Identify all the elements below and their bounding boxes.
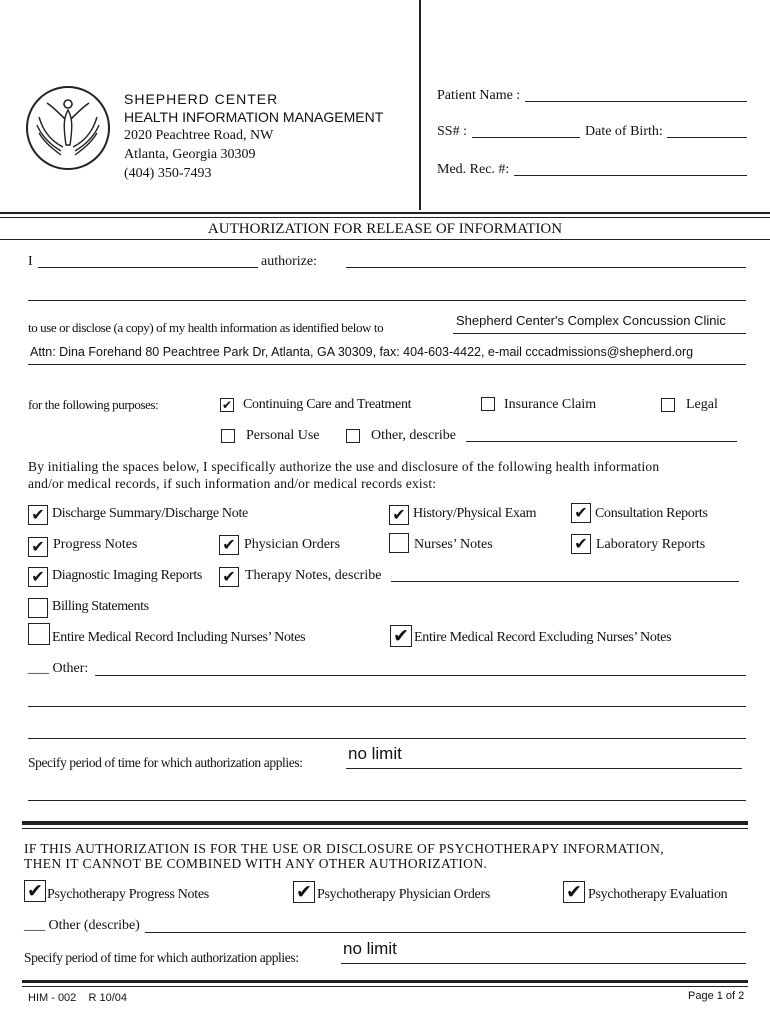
record-label-physician-orders: Physician Orders — [244, 537, 341, 552]
recipient-address-value: Attn: Dina Forehand 80 Peachtree Park Dr, Atlanta, GA 30309, fax: 404-603-4422, e-mail cccadmissions@shepherd.org — [30, 345, 694, 359]
psycho-checkbox-progress-notes[interactable] — [24, 880, 46, 902]
therapy-notes-field[interactable] — [391, 581, 739, 582]
psycho-rule-top-thin — [22, 828, 748, 829]
shepherd-center-logo-icon — [25, 85, 111, 171]
record-label-laboratory: Laboratory Reports — [596, 537, 706, 552]
check-icon: ✔ — [31, 537, 45, 556]
other-records-field-line-3[interactable] — [28, 738, 746, 739]
record-checkbox-entire-excluding[interactable] — [390, 625, 412, 647]
record-label-history-physical: History/Physical Exam — [413, 506, 537, 521]
org-name: SHEPHERD CENTER — [124, 91, 279, 107]
purpose-label-other: Other, describe — [371, 428, 456, 443]
period-label: Specify period of time for which authorization applies: — [28, 755, 303, 770]
purposes-label: for the following purposes: — [28, 397, 159, 412]
psycho-heading-line-2: THEN IT CANNOT BE COMBINED WITH ANY OTHER AUTHORIZATION. — [24, 856, 488, 871]
med-rec-field[interactable] — [514, 175, 747, 176]
record-checkbox-discharge-summary[interactable] — [28, 505, 48, 525]
patient-name-label: Patient Name : — [437, 88, 521, 103]
check-icon: ✔ — [393, 625, 409, 647]
purpose-label-personal-use: Personal Use — [246, 428, 320, 443]
record-label-therapy-notes: Therapy Notes, describe — [245, 568, 382, 583]
header-rule-bottom — [0, 217, 770, 218]
psycho-checkbox-evaluation[interactable] — [563, 881, 585, 903]
purpose-label-legal: Legal — [686, 397, 718, 412]
phone-number: (404) 350-7493 — [124, 166, 212, 181]
psycho-label-progress-notes: Psychotherapy Progress Notes — [47, 887, 209, 902]
med-rec-label: Med. Rec. #: — [437, 162, 510, 177]
street-address: 2020 Peachtree Road, NW — [124, 128, 274, 143]
record-label-nurses-notes: Nurses’ Notes — [414, 537, 493, 552]
other-records-field-line-2[interactable] — [28, 706, 746, 707]
psycho-checkbox-physician-orders[interactable] — [293, 881, 315, 903]
record-label-entire-including: Entire Medical Record Including Nurses’ Notes — [52, 630, 306, 645]
check-icon: ✔ — [31, 505, 45, 524]
record-checkbox-nurses-notes[interactable] — [389, 533, 409, 553]
i-label: I — [28, 254, 33, 269]
psycho-label-evaluation: Psychotherapy Evaluation — [588, 887, 728, 902]
record-checkbox-therapy-notes[interactable] — [219, 567, 239, 587]
psycho-period-label: Specify period of time for which authorization applies: — [24, 950, 299, 965]
record-checkbox-history-physical[interactable] — [389, 505, 409, 525]
record-checkbox-billing[interactable] — [28, 598, 48, 618]
check-icon: ✔ — [392, 505, 406, 524]
page-number: Page 1 of 2 — [688, 990, 745, 1002]
title-rule — [0, 239, 770, 240]
footer-rule-thin — [22, 986, 748, 987]
period-value: no limit — [348, 744, 402, 763]
other-records-label: ___ Other: — [28, 661, 89, 676]
period-field[interactable] — [346, 768, 742, 769]
patient-authorizer-field[interactable] — [38, 267, 258, 268]
provider-field-line-2[interactable] — [28, 300, 746, 301]
record-checkbox-consultation[interactable] — [571, 503, 591, 523]
record-label-diagnostic-imaging: Diagnostic Imaging Reports — [52, 568, 203, 583]
patient-name-field[interactable] — [525, 101, 747, 102]
record-label-progress-notes: Progress Notes — [53, 537, 138, 552]
recipient-field[interactable] — [453, 333, 746, 334]
city-address: Atlanta, Georgia 30309 — [124, 147, 256, 162]
check-icon: ✔ — [31, 567, 45, 586]
check-icon: ✔ — [222, 567, 236, 586]
period-field-line-2[interactable] — [28, 800, 746, 801]
provider-field[interactable] — [346, 267, 746, 268]
purpose-checkbox-legal[interactable] — [661, 398, 675, 412]
footer-rule — [22, 980, 748, 983]
ss-label: SS# : — [437, 124, 467, 139]
disclose-label: to use or disclose (a copy) of my health information as identified below to — [28, 320, 384, 335]
psycho-other-field[interactable] — [145, 932, 746, 933]
record-label-consultation: Consultation Reports — [595, 506, 708, 521]
purpose-label-insurance: Insurance Claim — [504, 397, 597, 412]
form-title: AUTHORIZATION FOR RELEASE OF INFORMATION — [207, 221, 563, 237]
dob-label: Date of Birth: — [585, 124, 663, 139]
other-records-field[interactable] — [95, 675, 746, 676]
psycho-other-label: ___ Other (describe) — [24, 918, 140, 933]
recipient-address-line[interactable] — [28, 364, 746, 365]
psycho-label-physician-orders: Psychotherapy Physician Orders — [317, 887, 490, 902]
header-divider — [419, 0, 421, 210]
purpose-label-continuing-care: Continuing Care and Treatment — [243, 397, 412, 412]
record-label-discharge-summary: Discharge Summary/Discharge Note — [52, 506, 248, 521]
psycho-period-value: no limit — [343, 939, 397, 958]
psycho-heading-line-1: IF THIS AUTHORIZATION IS FOR THE USE OR DISCLOSURE OF PSYCHOTHERAPY INFORMATION, — [24, 841, 665, 856]
ss-field[interactable] — [472, 137, 580, 138]
record-checkbox-diagnostic-imaging[interactable] — [28, 567, 48, 587]
check-icon: ✔ — [221, 398, 233, 412]
header-rule-top — [0, 212, 770, 214]
record-checkbox-entire-including[interactable] — [28, 623, 50, 645]
purpose-checkbox-other[interactable] — [346, 429, 360, 443]
purpose-other-field[interactable] — [466, 441, 737, 442]
initial-instruction-line-2: and/or medical records, if such information and/or medical records exist: — [28, 476, 437, 491]
purpose-checkbox-insurance[interactable] — [481, 397, 495, 411]
record-checkbox-physician-orders[interactable] — [219, 535, 239, 555]
authorize-label: authorize: — [261, 254, 317, 269]
recipient-value: Shepherd Center's Complex Concussion Clinic — [456, 313, 726, 328]
check-icon: ✔ — [574, 503, 588, 522]
check-icon: ✔ — [296, 881, 312, 903]
department-name: HEALTH INFORMATION MANAGEMENT — [124, 109, 384, 125]
check-icon: ✔ — [566, 881, 582, 903]
record-checkbox-progress-notes[interactable] — [28, 537, 48, 557]
psycho-period-field[interactable] — [341, 963, 746, 964]
form-code: HIM - 002 R 10/04 — [28, 992, 128, 1004]
check-icon: ✔ — [574, 534, 588, 553]
record-label-billing: Billing Statements — [52, 599, 149, 614]
check-icon: ✔ — [27, 880, 43, 902]
record-label-entire-excluding: Entire Medical Record Excluding Nurses’ Notes — [414, 630, 672, 645]
check-icon: ✔ — [222, 535, 236, 554]
purpose-checkbox-personal-use[interactable] — [221, 429, 235, 443]
dob-field[interactable] — [667, 137, 747, 138]
purpose-checkbox-continuing-care[interactable] — [220, 398, 234, 412]
psycho-rule-top — [22, 821, 748, 825]
initial-instruction-line-1: By initialing the spaces below, I specifically authorize the use and disclosure of the following health information — [28, 459, 660, 474]
record-checkbox-laboratory[interactable] — [571, 534, 591, 554]
